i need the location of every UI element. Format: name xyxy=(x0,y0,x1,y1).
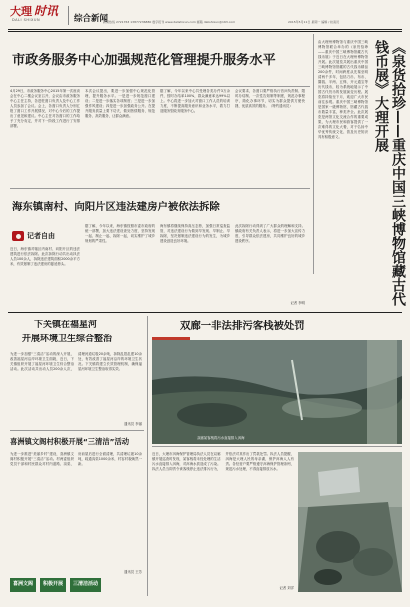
xiaguan-credit: 通讯员 李丽 xyxy=(123,422,142,426)
demolition-col-3: 海东镇将继续保持高压态势，加强日常巡查监管，对违法建设行为做到早发现、早制止、早拆除，坚决遏制违法建设行为的发生，为城乡建设创造良好环境。 xyxy=(160,224,230,243)
zuojian-credit: 通讯员 王芳 xyxy=(123,570,142,574)
demolition-col-4: 此次拆除行动得到了广大群众的理解和支持。镇政府有关负责人表示，将进一步加大宣传力度，引导群众依法建房，共同维护良好的城乡建设秩序。 xyxy=(235,224,305,243)
illegal-photo xyxy=(152,340,402,444)
xiaguan-headline-1: 下关镇在福星河 xyxy=(34,320,98,330)
lead-col-2: 本次会议提出，要进一步加强中心规范化管理，提升服务水平。一是进一步规范窗口建设；二是进一步落实各项制度；三是进一步加强作风建设；四是进一步加强政务公开。在提升服务质量上要下功夫，做到热情服务、规范服务、高效服务，让群众满意。 xyxy=(85,89,155,118)
masthead xyxy=(8,0,402,30)
masthead-rule xyxy=(8,29,402,30)
demolition-credit: 记者 李明 xyxy=(290,301,305,305)
logo-cn: 大理 xyxy=(10,5,32,18)
lead-col-3: 据了解，今年以来中心共受理各类办件3万余件，按时办结率100%，群众满意率达99%以上。中心将进一步加大对窗口工作人员的培训力度，不断提高服务意识和业务水平，着力打造服务型政务服务中心。 xyxy=(160,89,230,113)
info-line: 新闻热线 2721763 13877236880 数字报刊 www.dalishixun.com 邮箱 dalishixun@163.com xyxy=(103,20,236,24)
demolition-col-2: 据了解，今年以来，海东镇按照市委市政府的统一部署，加大违法建设查处力度，坚持发现一起、制止一起、拆除一起，切实维护了城乡规划的严肃性。 xyxy=(85,224,155,243)
lead-headline: 市政务服务中心加强规范化管理提升服务水平 xyxy=(12,53,276,68)
illegal-credit: 记者 刘洋 xyxy=(279,586,294,590)
footer-tag: 积极开展 xyxy=(40,578,66,592)
side-feature-heading: 《泉货拾珍——重庆中国三峡博物馆藏古代钱币展》大理开展 xyxy=(373,40,406,306)
zuojian-body: 为进一步推进“美丽乡村”建设，喜洲镇文阁村积极开展“三清洁”活动。村两委组织党员干部和村民群众对村内道路、沟渠、房前屋后进行全面清理，共清理垃圾10余吨，疏通沟渠1000余米，村容村貌焕然一新。 xyxy=(10,452,142,466)
footer-tag: 三清洁活动 xyxy=(70,578,101,592)
date-line: 2015年5月11日 星期一 编辑 / 检查员 xyxy=(288,20,340,24)
demolition-headline: 海东镇南村、向阳片区违法建房户被依法拆除 xyxy=(12,201,220,213)
demolition-col-1: 近日，海东镇对辖区内南村、向阳片区的违法建筑进行依法拆除。此次拆除行动共出动执法人员100余人，拆除违法建筑面积2000余平方米，有效遏制了违法建房的蔓延势头。 xyxy=(10,247,80,266)
xiaguan-body: 为进一步加强“三清洁”活动的深入开展，改善福星河沿岸环境卫生面貌，近日，下关镇组织开展了福星河环境卫生综合整治活动。此次活动共出动人员200余人次，清理河道垃圾20余吨，拆除乱搭乱建10余处，有效改善了福星河沿岸的环境卫生状况。下关镇将建立长效管理机制，确保福星河环境卫生整治取得实效。 xyxy=(10,352,142,371)
section-label xyxy=(68,6,108,25)
lead-col-4: 会议要求，各窗口要严格执行首问负责制、限时办结制、一次性告知制等制度，规范办事程序，简化办事环节，切实为群众提供方便快捷、优质高效的服务。（特约通讯员） xyxy=(235,89,305,108)
zuojian-footer-tags xyxy=(10,578,144,592)
side-feature-body: 由大理州博物馆与重庆中国三峡博物馆联合举办的《泉货拾珍——重庆中国三峡博物馆藏古代钱币展》于近日在大理州博物馆开展。此次展览共展出重庆中国三峡博物馆馆藏的古代钱币精品200余件，时间跨度从先秦至明清两千多年，包括刀币、布币、圜钱、半两、五铢、开元通宝等历代钱币，较为系统地展示了中国古代货币的发展演变历程。展览将持续至下月，欢迎广大市民前往参观。重庆中国三峡博物馆是国家一级博物馆，馆藏古代钱币数量丰富，种类齐全。此次展览是两馆文化交流合作的重要成果，为大理市民和游客提供了一次难得的文化大餐，对于弘扬中华优秀传统文化、普及历史知识具有积极意义。 xyxy=(318,40,368,139)
lead-col-1: 4月29日，市政务服务中心2015年第一次座谈会在中心二楼会议室召开，会议由市政务服务中心主任主持，各进驻窗口负责人及中心工作人员参加了会议。会上，各窗口负责人分别汇报了窗口工作开展情况，对中心今后的工作提出了意见和建议。中心主任对各窗口的工作给予了充分肯定，并对下一阶段工作进行了安排部署。 xyxy=(10,89,80,128)
demolition-badge xyxy=(12,229,68,243)
footer-tag: 喜洲文阁 xyxy=(10,578,36,592)
xiaguan-headline-2: 开展环境卫生综合整治 xyxy=(22,334,113,344)
section-title: 综合新闻 xyxy=(74,14,109,24)
illegal-photo-2 xyxy=(298,452,402,592)
logo-en: DALI SHIXUN xyxy=(12,18,41,22)
illegal-photo-caption: 双廊某客栈将污水直接排入洱海 xyxy=(197,436,245,440)
mid-rule xyxy=(8,312,402,313)
shoreline-illustration xyxy=(152,340,402,444)
zuojian-headline: 喜洲镇文阁村积极开展“三清洁”活动 xyxy=(10,437,130,446)
illegal-body: 近日，大理市洱海保护管理局执法人员在双廊镇开展巡查时发现，某客栈将未经处理的生活污水直接排入洱海，对洱海水质造成了污染。执法人员当即责令该客栈停止违法排污行为，并依法对其作出了罚款处罚。执法人员提醒，洱海是大理人民的母亲湖，保护洱海人人有责。各经营户要严格遵守洱海保护管理条例，规范污水处理，不得直接排放污水。 xyxy=(152,452,294,471)
illegal-headline: 双廊一非法排污客栈被处罚 xyxy=(180,320,305,332)
drainage-pipe-illustration xyxy=(298,452,402,592)
demolition-badge-label: 记者自由 xyxy=(27,232,55,240)
logo xyxy=(10,3,70,25)
camera-icon xyxy=(12,231,24,241)
logo-word: 时讯 xyxy=(34,4,59,18)
